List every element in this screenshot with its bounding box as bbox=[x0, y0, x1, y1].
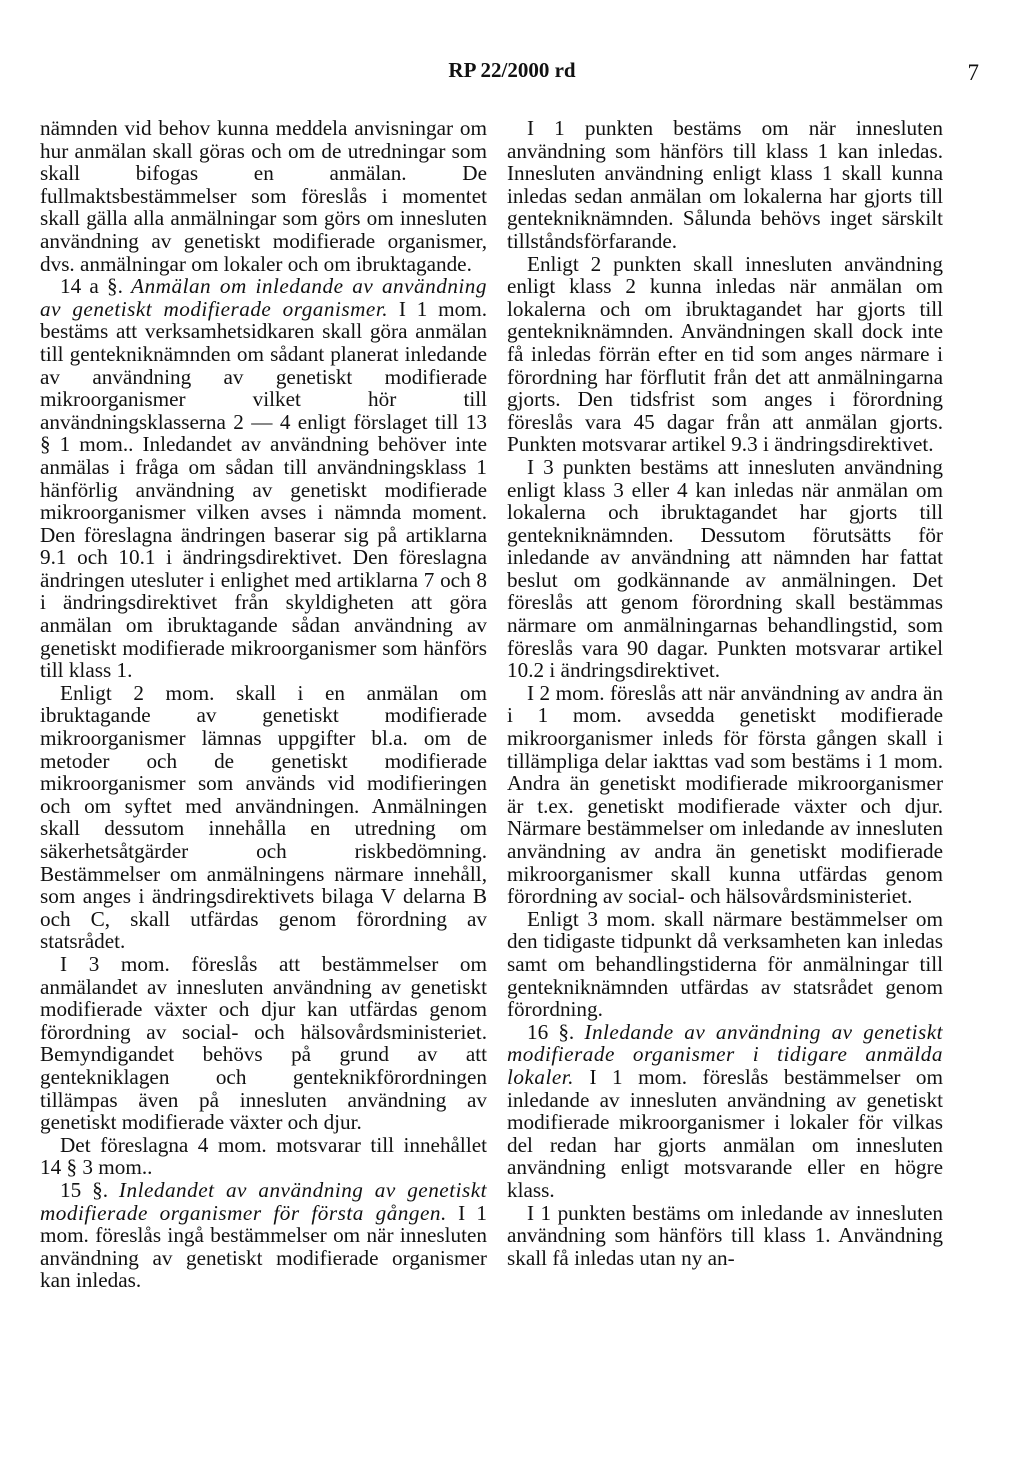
section-14a-paragraph bbox=[40, 275, 487, 682]
page-header bbox=[0, 58, 1024, 88]
section-title: Inledande av användning av genetiskt modifierade organismer i tidigare anmälda lokaler. bbox=[507, 1019, 944, 1089]
section-number: 15 §. bbox=[60, 1177, 108, 1202]
section-text: I 1 mom. bestäms att verksamhetsidkaren skall göra anmälan till gentekniknämnden om sådant planerat inledande av användning av genetiskt modifierade mikroorganismer vilket hör till användningsklasserna 2 — 4 enligt förslaget till 13 § 1 mom.. Inledandet av användning behöver inte anmälas i fråga om sådan till användningsklass 1 hänförlig användning av genetiskt modifierade mikroorganismer vilken avses i nämnda moment. Den föreslagna ändringen baserar sig på artiklarna 9.1 och 10.1 i ändringsdirektivet. Den föreslagna ändringen utesluter i enlighet med artiklarna 7 och 8 i ändringsdirektivet från skyldigheten att göra anmälan om ibruktagande sådan användning av genetiskt modifierade mikroorganismer som hänförs till klass 1. bbox=[40, 296, 487, 683]
right-column bbox=[507, 117, 943, 1269]
paragraph: I 1 punkten bestäms om när innesluten användning som hänförs till klass 1 kan inledas. Innesluten användning enligt klass 1 skall kunna inledas sedan anmälan om lokalerna har gjorts till gentekniknämnden. Sålunda behövs inget särskilt tillståndsförfarande. bbox=[507, 116, 943, 253]
paragraph: nämnden vid behov kunna meddela anvisningar om hur anmälan skall göras och om de utredningar som skall bifogas en anmälan. De fullmaktsbestämmelser som föreslås i momentet skall gälla alla anmälningar som görs om innesluten användning av genetiskt modifierade organismer, dvs. anmälningar om lokaler och om ibruktagande. bbox=[40, 116, 487, 276]
paragraph: Enligt 3 mom. skall närmare bestämmelser om den tidigaste tidpunkt då verksamheten kan inledas samt om behandlingstiderna för anmälningar till gentekniknämnden utfärdas av statsrådet genom förordning. bbox=[507, 906, 943, 1022]
document-reference: RP 22/2000 rd bbox=[448, 58, 576, 82]
section-number: 16 §. bbox=[527, 1019, 575, 1044]
section-text: I 1 mom. föreslås bestämmelser om inledande av innesluten användning av genetiskt modifierade mikroorganismer i lokaler för vilkas del redan har gjorts anmälan om innesluten användning enligt motsvarande eller en högre klass. bbox=[507, 1064, 943, 1202]
paragraph: Enligt 2 punkten skall innesluten användning enligt klass 2 kunna inledas när anmälan om lokalerna och om ibruktagandet har gjorts till gentekniknämnden. Användningen skall dock inte få inledas förrän efter en tid som anges närmare i förordning har förflutit från det att anmälningarna gjorts. Den tidsfrist som anges i förordning föreslås vara 45 dagar från att anmälan gjorts. Punkten motsvarar artikel 9.3 i ändringsdirektivet. bbox=[507, 251, 943, 457]
section-15-paragraph bbox=[40, 1179, 487, 1292]
paragraph: Det föreslagna 4 mom. motsvarar till innehållet 14 § 3 mom.. bbox=[40, 1132, 487, 1180]
section-text: I 1 mom. föreslås ingå bestämmelser om när innesluten användning av genetiskt modifierade organismer kan inledas. bbox=[40, 1200, 487, 1293]
paragraph: I 2 mom. föreslås att när användning av andra än i 1 mom. avsedda genetiskt modifierade mikroorganismer inleds för första gången skall i tillämpliga delar iakttas vad som bestäms i 1 mom. Andra än genetiskt modifierade mikroorganismer är t.ex. genetiskt modifierade växter och djur. Närmare bestämmelser om inledande av innesluten användning av andra än genetiskt modifierade mikroorganismer skall kunna utfärdas genom förordning av social- och hälsovårdsministeriet. bbox=[507, 680, 943, 909]
section-16-paragraph bbox=[507, 1021, 943, 1202]
section-number: 14 a §. bbox=[60, 274, 123, 299]
page-number: 7 bbox=[967, 60, 979, 85]
section-title: Inledandet av användning av genetiskt modifierade organismer för första gången. bbox=[40, 1177, 488, 1225]
paragraph: Enligt 2 mom. skall i en anmälan om ibruktagande av genetiskt modifierade mikroorganismer lämnas uppgifter bl.a. om de metoder och de genetiskt modifierade mikroorganismer som används vid modifieringen och om syftet med användningen. Anmälningen skall dessutom innehålla en utredning om säkerhetsåtgärder och riskbedömning. Bestämmelser om anmälningens närmare innehåll, som anges i ändringsdirektivets bilaga V delarna B och C, skall utfärdas genom förordning av statsrådet. bbox=[40, 680, 487, 954]
section-title: Anmälan om inledande av användning av genetiskt modifierade organismer. bbox=[40, 274, 487, 321]
paragraph: I 3 mom. föreslås att bestämmelser om anmälandet av innesluten användning av genetiskt modifierade växter och djur kan utfärdas genom förordning av social- och hälsovårdsministeriet. Bemyndigandet behövs på grund av att gentekniklagen och genteknikförordningen tillämpas även på innesluten användning av genetiskt modifierade växter och djur. bbox=[40, 951, 487, 1135]
paragraph: I 3 punkten bestäms att innesluten användning enligt klass 3 eller 4 kan inledas när anmälan om lokalerna och ibruktagandet har gjorts till gentekniknämnden. Dessutom förutsätts för inledande av användning att nämnden har fattat beslut om godkännande av anmälningen. Det föreslås att genom förordning skall bestämmas närmare om anmälningarnas behandlingstid, som föreslås vara 90 dagar. Punkten motsvarar artikel 10.2 i ändringsdirektivet. bbox=[507, 454, 943, 683]
left-column bbox=[40, 117, 487, 1292]
paragraph: I 1 punkten bestäms om inledande av innesluten användning som hänförs till klass 1. Användning skall få inledas utan ny an- bbox=[507, 1200, 943, 1270]
